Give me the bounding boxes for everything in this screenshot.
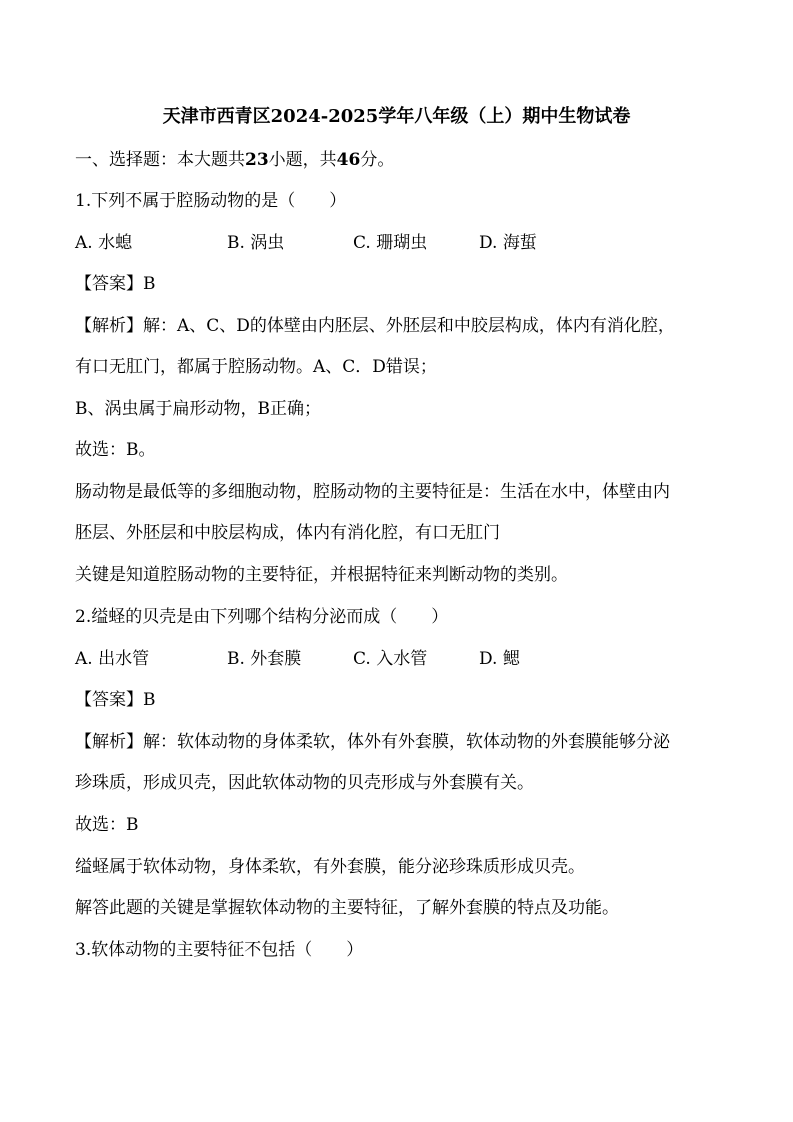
section-mid: 小题，共	[268, 150, 337, 170]
analysis-line: 关键是知道腔肠动物的主要特征，并根据特征来判断动物的类别。	[75, 565, 568, 585]
option-a: A. 水螅	[75, 233, 133, 253]
option-a: A. 出水管	[75, 649, 150, 669]
option-c: C. 珊瑚虫	[353, 233, 428, 253]
analysis-line: 珍珠质，形成贝壳，因此软体动物的贝壳形成与外套膜有关。	[75, 773, 534, 793]
analysis-line: 【解析】解：A、C、D的体壁由内胚层、外胚层和中胶层构成，体内有消化腔，	[75, 316, 675, 336]
analysis-line: 有口无肛门，都属于腔肠动物。A、C．D错误；	[75, 357, 437, 377]
section-prefix: 一、选择题：本大题共	[75, 150, 245, 170]
total-score: 46	[336, 150, 361, 170]
question-2-answer: 【答案】B	[75, 690, 156, 710]
analysis-line: 解答此题的关键是掌握软体动物的主要特征，了解外套膜的特点及功能。	[75, 898, 619, 918]
option-d: D. 鳃	[479, 649, 520, 669]
question-3-stem: 3.软体动物的主要特征不包括（ ）	[75, 940, 364, 960]
option-b: B. 涡虫	[227, 233, 285, 253]
option-d: D. 海蜇	[479, 233, 537, 253]
analysis-line: 故选：B	[75, 815, 139, 835]
section-suffix: 分。	[360, 150, 395, 170]
question-count: 23	[245, 150, 269, 170]
analysis-line: 缢蛏属于软体动物，身体柔软，有外套膜，能分泌珍珠质形成贝壳。	[75, 857, 585, 877]
question-2-stem: 2.缢蛏的贝壳是由下列哪个结构分泌而成（ ）	[75, 607, 449, 627]
analysis-line: 肠动物是最低等的多细胞动物，腔肠动物的主要特征是：生活在水中，体壁由内	[75, 482, 670, 502]
analysis-line: 【解析】解：软体动物的身体柔软，体外有外套膜，软体动物的外套膜能够分泌	[75, 732, 670, 752]
option-b: B. 外套膜	[227, 649, 302, 669]
analysis-line: B、涡虫属于扁形动物，B正确；	[75, 399, 321, 419]
analysis-line: 胚层、外胚层和中胶层构成，体内有消化腔，有口无肛门	[75, 523, 500, 543]
question-1-answer: 【答案】B	[75, 274, 156, 294]
exam-title: 天津市西青区2024-2025学年八年级（上）期中生物试卷	[162, 106, 631, 127]
option-c: C. 入水管	[353, 649, 428, 669]
question-1-stem: 1.下列不属于腔肠动物的是（ ）	[75, 191, 347, 211]
section-heading	[75, 150, 725, 170]
analysis-line: 故选：B。	[75, 440, 156, 460]
